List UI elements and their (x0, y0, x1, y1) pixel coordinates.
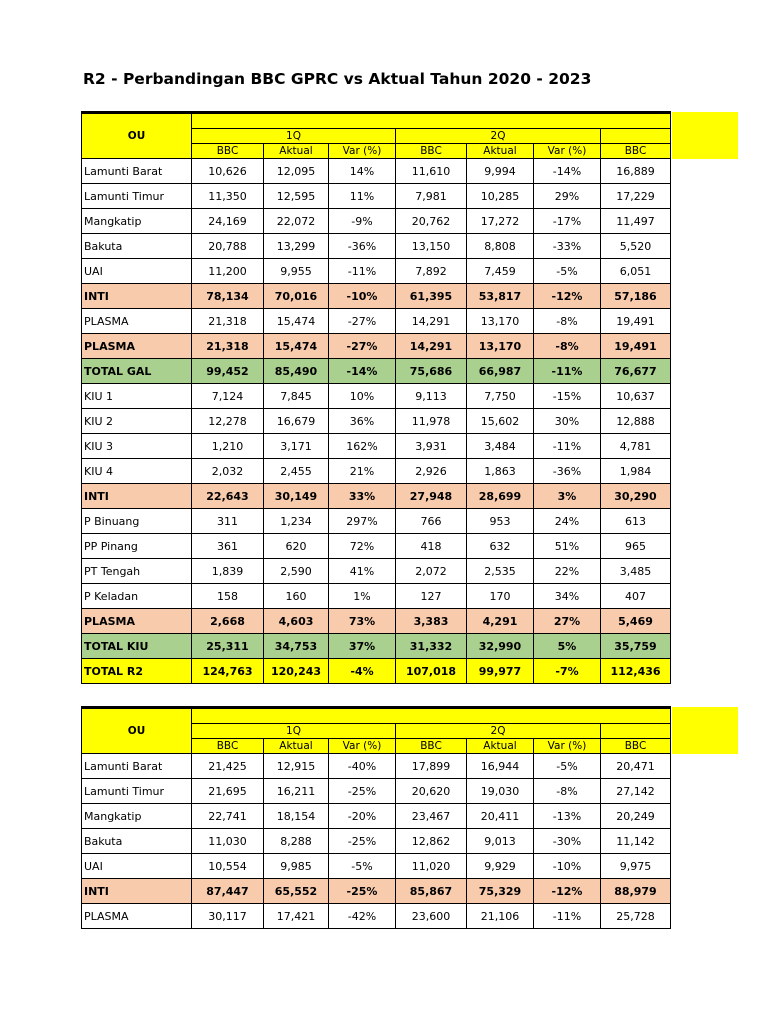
table-cell: 10,626 (192, 159, 264, 184)
table-cell: 12,862 (396, 829, 467, 854)
table-cell: 22,643 (192, 484, 264, 509)
table-cell: 10,554 (192, 854, 264, 879)
table-cell: 14,291 (396, 309, 467, 334)
table-cell: -13% (534, 804, 601, 829)
table-cell: 13,170 (467, 334, 534, 359)
col-aktual: Aktual (264, 739, 329, 754)
table-cell: 19,030 (467, 779, 534, 804)
table-cell: 99,452 (192, 359, 264, 384)
table-row (82, 584, 671, 609)
table-cell: 3,171 (264, 434, 329, 459)
table-row (82, 804, 671, 829)
table-cell: 13,170 (467, 309, 534, 334)
table-cell: 57,186 (601, 284, 671, 309)
table-cell: 4,781 (601, 434, 671, 459)
col-bbc: BBC (601, 144, 671, 159)
row-label: UAI (82, 259, 192, 284)
row-label: KIU 2 (82, 409, 192, 434)
bbc-comparison-table-2 (81, 706, 671, 929)
table-row (82, 904, 671, 929)
col-aktual: Aktual (264, 144, 329, 159)
table-cell: -33% (534, 234, 601, 259)
row-label: PLASMA (82, 904, 192, 929)
col-var: Var (%) (329, 739, 396, 754)
table-cell: 9,113 (396, 384, 467, 409)
table-cell: 11% (329, 184, 396, 209)
table-cell: 16,211 (264, 779, 329, 804)
table-cell: 2,668 (192, 609, 264, 634)
table-cell: 88,979 (601, 879, 671, 904)
table-cell: 51% (534, 534, 601, 559)
table-cell: 107,018 (396, 659, 467, 684)
row-label: TOTAL R2 (82, 659, 192, 684)
quarter-3-header (601, 724, 671, 739)
table-cell: 17,421 (264, 904, 329, 929)
table-cell: 13,299 (264, 234, 329, 259)
table-cell: 311 (192, 509, 264, 534)
table-cell: -4% (329, 659, 396, 684)
table-cell: -25% (329, 879, 396, 904)
table-cell: -14% (329, 359, 396, 384)
table-cell: 53,817 (467, 284, 534, 309)
table-cell: 11,030 (192, 829, 264, 854)
table-cell: 11,200 (192, 259, 264, 284)
table-cell: 21,106 (467, 904, 534, 929)
table-cell: -40% (329, 754, 396, 779)
table-cell: 124,763 (192, 659, 264, 684)
table-cell: 7,845 (264, 384, 329, 409)
table-row (82, 659, 671, 684)
table-cell: 11,142 (601, 829, 671, 854)
table-cell: 20,762 (396, 209, 467, 234)
table-cell: 9,975 (601, 854, 671, 879)
table-cell: 24,169 (192, 209, 264, 234)
table-cell: -15% (534, 384, 601, 409)
table-cell: 21,425 (192, 754, 264, 779)
quarter-2-header: 2Q (396, 129, 601, 144)
table-cell: 361 (192, 534, 264, 559)
table-cell: 16,679 (264, 409, 329, 434)
quarter-1-header: 1Q (192, 724, 396, 739)
table-cell: 41% (329, 559, 396, 584)
table-cell: 160 (264, 584, 329, 609)
table-cell: 32,990 (467, 634, 534, 659)
table-cell: -5% (534, 259, 601, 284)
row-label: PT Tengah (82, 559, 192, 584)
table-cell: 12,915 (264, 754, 329, 779)
table-cell: 2,590 (264, 559, 329, 584)
table-cell: 127 (396, 584, 467, 609)
row-label: Lamunti Barat (82, 754, 192, 779)
table-cell: 8,808 (467, 234, 534, 259)
row-label: Lamunti Barat (82, 159, 192, 184)
table-cell: 162% (329, 434, 396, 459)
table-cell: 27,948 (396, 484, 467, 509)
table-cell: 19,491 (601, 334, 671, 359)
table-cell: 120,243 (264, 659, 329, 684)
table-cell: 18,154 (264, 804, 329, 829)
table-cell: 13,150 (396, 234, 467, 259)
header-band (192, 708, 671, 724)
table-cell: 3,383 (396, 609, 467, 634)
table-cell: -5% (534, 754, 601, 779)
row-label: TOTAL KIU (82, 634, 192, 659)
row-label: PLASMA (82, 309, 192, 334)
table-cell: 21,318 (192, 334, 264, 359)
row-label: Mangkatip (82, 209, 192, 234)
col-var: Var (%) (534, 144, 601, 159)
table-cell: 75,329 (467, 879, 534, 904)
table-cell: 30,149 (264, 484, 329, 509)
table-cell: 15,474 (264, 309, 329, 334)
table-row (82, 779, 671, 804)
table-row (82, 459, 671, 484)
table-cell: 72% (329, 534, 396, 559)
col-var: Var (%) (329, 144, 396, 159)
table-cell: 36% (329, 409, 396, 434)
table-cell: 766 (396, 509, 467, 534)
table-cell: -25% (329, 829, 396, 854)
table-row (82, 259, 671, 284)
col-aktual: Aktual (467, 739, 534, 754)
table-row (82, 634, 671, 659)
table-cell: 418 (396, 534, 467, 559)
row-label: Lamunti Timur (82, 184, 192, 209)
table-cell: 14,291 (396, 334, 467, 359)
table-cell: 3,485 (601, 559, 671, 584)
table-row (82, 209, 671, 234)
table-row (82, 359, 671, 384)
col-var: Var (%) (534, 739, 601, 754)
table-cell: 21% (329, 459, 396, 484)
table-row (82, 434, 671, 459)
table-cell: 27,142 (601, 779, 671, 804)
row-label: KIU 4 (82, 459, 192, 484)
row-label: P Keladan (82, 584, 192, 609)
row-label: KIU 1 (82, 384, 192, 409)
row-label: UAI (82, 854, 192, 879)
table-cell: 17,899 (396, 754, 467, 779)
table-cell: -17% (534, 209, 601, 234)
table-cell: 3,931 (396, 434, 467, 459)
table-row (82, 234, 671, 259)
quarter-3-header (601, 129, 671, 144)
table-cell: 66,987 (467, 359, 534, 384)
table-row (82, 829, 671, 854)
table-cell: -11% (329, 259, 396, 284)
table-row (82, 484, 671, 509)
table-cell: -42% (329, 904, 396, 929)
table-cell: 297% (329, 509, 396, 534)
table-cell: 3,484 (467, 434, 534, 459)
table-cell: 9,955 (264, 259, 329, 284)
table-cell: -20% (329, 804, 396, 829)
row-label: TOTAL GAL (82, 359, 192, 384)
table-cell: 12,595 (264, 184, 329, 209)
row-label: INTI (82, 879, 192, 904)
table-cell: 30,290 (601, 484, 671, 509)
page-title: R2 - Perbandingan BBC GPRC vs Aktual Tahun 2020 - 2023 (83, 70, 592, 88)
table-cell: 10% (329, 384, 396, 409)
table-cell: 99,977 (467, 659, 534, 684)
table-cell: 11,610 (396, 159, 467, 184)
table-cell: 11,020 (396, 854, 467, 879)
table-cell: 1,234 (264, 509, 329, 534)
table-row (82, 879, 671, 904)
col-aktual: Aktual (467, 144, 534, 159)
col-bbc: BBC (396, 144, 467, 159)
table-cell: 21,318 (192, 309, 264, 334)
table-cell: 70,016 (264, 284, 329, 309)
table-cell: 20,620 (396, 779, 467, 804)
table-cell: 4,291 (467, 609, 534, 634)
table-cell: -36% (329, 234, 396, 259)
table-row (82, 559, 671, 584)
row-label: PP Pinang (82, 534, 192, 559)
quarter-1-header: 1Q (192, 129, 396, 144)
table-cell: -11% (534, 434, 601, 459)
table-cell: 61,395 (396, 284, 467, 309)
table-2-body (82, 754, 671, 929)
table-cell: 17,272 (467, 209, 534, 234)
table-cell: 23,600 (396, 904, 467, 929)
table-cell: 965 (601, 534, 671, 559)
table-cell: -10% (534, 854, 601, 879)
table-cell: 1,863 (467, 459, 534, 484)
table-cell: 76,677 (601, 359, 671, 384)
col-bbc: BBC (601, 739, 671, 754)
table-cell: 4,603 (264, 609, 329, 634)
table-cell: 11,978 (396, 409, 467, 434)
row-label: Lamunti Timur (82, 779, 192, 804)
table-cell: 16,944 (467, 754, 534, 779)
table-cell: 9,013 (467, 829, 534, 854)
table-cell: 2,535 (467, 559, 534, 584)
table-row (82, 284, 671, 309)
table-cell: 20,411 (467, 804, 534, 829)
table-cell: 1,984 (601, 459, 671, 484)
row-label: INTI (82, 284, 192, 309)
table-row (82, 409, 671, 434)
table-cell: 953 (467, 509, 534, 534)
table-cell: 34,753 (264, 634, 329, 659)
table-cell: 22,741 (192, 804, 264, 829)
table-cell: 2,455 (264, 459, 329, 484)
table-cell: 22,072 (264, 209, 329, 234)
table-cell: 37% (329, 634, 396, 659)
table-cell: 20,471 (601, 754, 671, 779)
row-label: PLASMA (82, 334, 192, 359)
table-row (82, 159, 671, 184)
table-cell: 27% (534, 609, 601, 634)
table-cell: 23,467 (396, 804, 467, 829)
table-cell: 6,051 (601, 259, 671, 284)
table-cell: 5% (534, 634, 601, 659)
table-cell: -10% (329, 284, 396, 309)
table-cell: 29% (534, 184, 601, 209)
table-row (82, 754, 671, 779)
table-cell: -11% (534, 359, 601, 384)
table-cell: 73% (329, 609, 396, 634)
table-cell: 9,929 (467, 854, 534, 879)
row-label: Bakuta (82, 234, 192, 259)
table-cell: 1% (329, 584, 396, 609)
table-cell: 12,095 (264, 159, 329, 184)
table-cell: 112,436 (601, 659, 671, 684)
table-cell: -8% (534, 779, 601, 804)
table-cell: 10,637 (601, 384, 671, 409)
table-cell: -27% (329, 309, 396, 334)
col-bbc: BBC (396, 739, 467, 754)
table-cell: 22% (534, 559, 601, 584)
table-cell: 158 (192, 584, 264, 609)
ou-header: OU (82, 708, 192, 754)
table-cell: 17,229 (601, 184, 671, 209)
table-cell: 11,350 (192, 184, 264, 209)
table-cell: -9% (329, 209, 396, 234)
col-bbc: BBC (192, 739, 264, 754)
table-cell: 3% (534, 484, 601, 509)
table-row (82, 534, 671, 559)
table-cell: 85,867 (396, 879, 467, 904)
table-cell: -5% (329, 854, 396, 879)
table-cell: 9,994 (467, 159, 534, 184)
table-cell: 170 (467, 584, 534, 609)
table-cell: 5,469 (601, 609, 671, 634)
table-cell: 8,288 (264, 829, 329, 854)
table-cell: 15,602 (467, 409, 534, 434)
table-cell: 2,926 (396, 459, 467, 484)
table-1-body (82, 159, 671, 684)
table-cell: 7,892 (396, 259, 467, 284)
table-cell: -12% (534, 284, 601, 309)
table-cell: -11% (534, 904, 601, 929)
table-cell: 1,839 (192, 559, 264, 584)
table-cell: 35,759 (601, 634, 671, 659)
row-label: INTI (82, 484, 192, 509)
table-cell: 7,981 (396, 184, 467, 209)
table-cell: 632 (467, 534, 534, 559)
header-band (192, 113, 671, 129)
ou-header: OU (82, 113, 192, 159)
table-cell: 20,788 (192, 234, 264, 259)
quarter-2-header: 2Q (396, 724, 601, 739)
row-label: PLASMA (82, 609, 192, 634)
header-highlight-2 (672, 707, 738, 754)
table-cell: 1,210 (192, 434, 264, 459)
table-row (82, 184, 671, 209)
table-cell: 7,124 (192, 384, 264, 409)
table-cell: 2,072 (396, 559, 467, 584)
table-cell: 28,699 (467, 484, 534, 509)
row-label: KIU 3 (82, 434, 192, 459)
table-cell: 85,490 (264, 359, 329, 384)
row-label: P Binuang (82, 509, 192, 534)
table-row (82, 309, 671, 334)
table-cell: 613 (601, 509, 671, 534)
table-cell: 65,552 (264, 879, 329, 904)
table-cell: 9,985 (264, 854, 329, 879)
table-cell: 24% (534, 509, 601, 534)
table-row (82, 509, 671, 534)
table-cell: 10,285 (467, 184, 534, 209)
table-cell: 12,278 (192, 409, 264, 434)
table-cell: 15,474 (264, 334, 329, 359)
table-cell: 75,686 (396, 359, 467, 384)
table-cell: -12% (534, 879, 601, 904)
table-cell: 34% (534, 584, 601, 609)
table-cell: 11,497 (601, 209, 671, 234)
table-cell: 2,032 (192, 459, 264, 484)
table-cell: 25,311 (192, 634, 264, 659)
table-cell: 620 (264, 534, 329, 559)
table-cell: 7,750 (467, 384, 534, 409)
table-cell: 21,695 (192, 779, 264, 804)
bbc-comparison-table-1 (81, 111, 671, 684)
table-cell: 7,459 (467, 259, 534, 284)
table-cell: 33% (329, 484, 396, 509)
table-cell: 30,117 (192, 904, 264, 929)
table-cell: -36% (534, 459, 601, 484)
table-row (82, 854, 671, 879)
col-bbc: BBC (192, 144, 264, 159)
table-cell: 14% (329, 159, 396, 184)
table-cell: 16,889 (601, 159, 671, 184)
table-cell: -8% (534, 309, 601, 334)
table-cell: 87,447 (192, 879, 264, 904)
table-cell: 20,249 (601, 804, 671, 829)
row-label: Mangkatip (82, 804, 192, 829)
table-cell: -30% (534, 829, 601, 854)
table-cell: 407 (601, 584, 671, 609)
table-cell: -25% (329, 779, 396, 804)
table-cell: 19,491 (601, 309, 671, 334)
header-highlight-1 (672, 112, 738, 159)
table-cell: -27% (329, 334, 396, 359)
table-cell: 30% (534, 409, 601, 434)
table-row (82, 384, 671, 409)
table-row (82, 334, 671, 359)
table-cell: 78,134 (192, 284, 264, 309)
table-cell: -8% (534, 334, 601, 359)
table-cell: -7% (534, 659, 601, 684)
table-cell: 31,332 (396, 634, 467, 659)
table-cell: 5,520 (601, 234, 671, 259)
row-label: Bakuta (82, 829, 192, 854)
table-cell: -14% (534, 159, 601, 184)
table-cell: 12,888 (601, 409, 671, 434)
table-row (82, 609, 671, 634)
table-cell: 25,728 (601, 904, 671, 929)
